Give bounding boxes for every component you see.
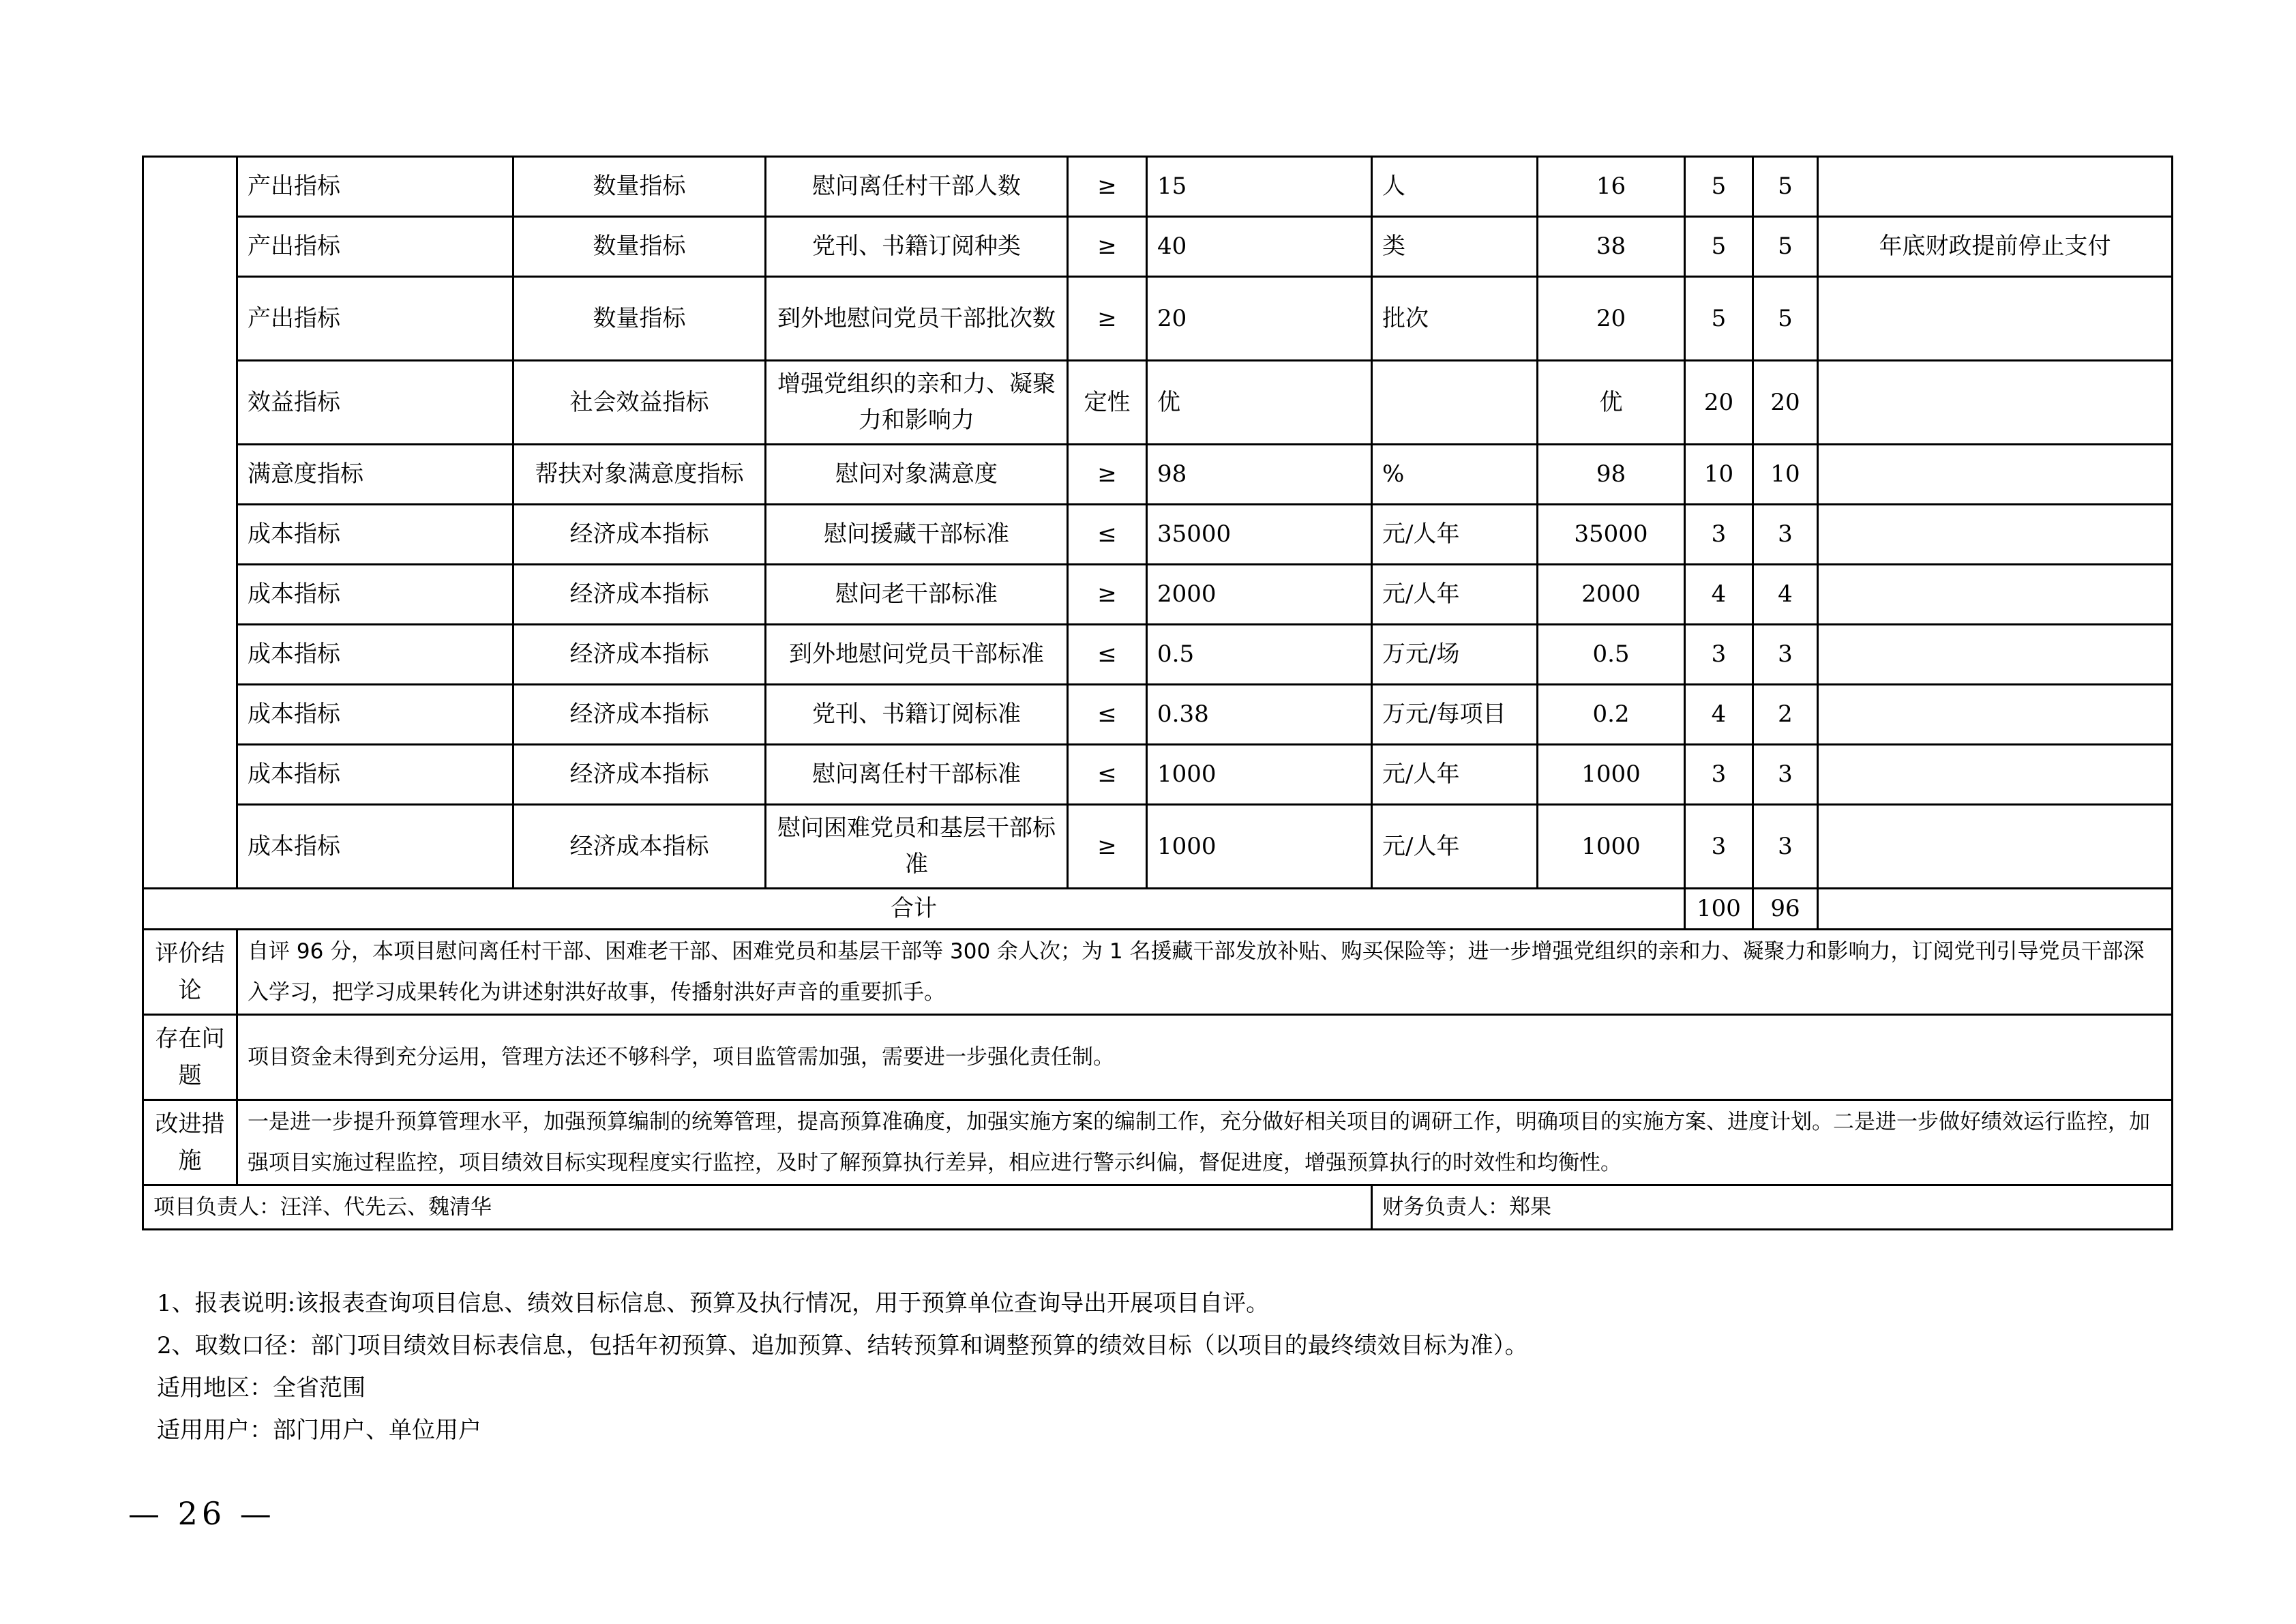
cell-operator: ≥ [1068,445,1147,505]
cell-level2: 数量指标 [513,277,766,361]
note-line: 适用地区：全省范围 [157,1374,366,1402]
cell-score: 3 [1753,745,1818,805]
cell-score: 4 [1753,565,1818,625]
total-row [143,889,2173,930]
cell-level1: 成本指标 [237,685,513,745]
cell-unit: 人 [1372,157,1538,217]
cell-remark [1818,685,2173,745]
cell-remark [1818,445,2173,505]
cell-level1: 成本指标 [237,805,513,889]
cell-remark [1818,805,2173,889]
cell-remark [1818,277,2173,361]
problems-row [143,1015,2173,1100]
cell-weight: 5 [1685,277,1753,361]
cell-actual: 38 [1538,217,1685,277]
cell-level1: 成本指标 [237,745,513,805]
cell-target: 20 [1147,277,1372,361]
cell-level1: 成本指标 [237,625,513,685]
cell-level2: 社会效益指标 [513,361,766,445]
cell-level2: 数量指标 [513,217,766,277]
total-weight: 100 [1685,889,1753,930]
cell-level3: 慰问援藏干部标准 [766,505,1068,565]
cell-target: 优 [1147,361,1372,445]
cell-level3: 党刊、书籍订阅种类 [766,217,1068,277]
cell-level3: 增强党组织的亲和力、凝聚力和影响力 [766,361,1068,445]
cell-weight: 4 [1685,565,1753,625]
note-line: 2、取数口径：部门项目绩效目标表信息，包括年初预算、追加预算、结转预算和调整预算的绩效目标（以项目的最终绩效目标为准）。 [157,1332,1528,1359]
report-notes [157,1282,1528,1451]
total-remark [1818,889,2173,930]
cell-score: 3 [1753,505,1818,565]
problems-label: 存在问题 [143,1015,237,1100]
cell-target: 1000 [1147,745,1372,805]
table-row [143,685,2173,745]
cell-remark [1818,745,2173,805]
cell-actual: 1000 [1538,745,1685,805]
performance-indicator-table [142,156,2173,1230]
cell-score: 5 [1753,157,1818,217]
cell-level2: 经济成本指标 [513,745,766,805]
cell-operator: ≥ [1068,277,1147,361]
note-line: 1、报表说明:该报表查询项目信息、绩效目标信息、预算及执行情况，用于预算单位查询导出开展项目自评。 [157,1290,1270,1317]
table-row [143,625,2173,685]
cell-actual: 优 [1538,361,1685,445]
cell-weight: 4 [1685,685,1753,745]
cell-remark [1818,625,2173,685]
table-body [143,157,2173,1230]
cell-remark: 年底财政提前停止支付 [1818,217,2173,277]
cell-score: 10 [1753,445,1818,505]
cell-actual: 2000 [1538,565,1685,625]
cell-unit: 元/人年 [1372,565,1538,625]
performance-table-sheet [142,156,2171,1230]
table-row [143,805,2173,889]
cell-target: 2000 [1147,565,1372,625]
cell-unit: 批次 [1372,277,1538,361]
table-row [143,217,2173,277]
cell-level3: 慰问老干部标准 [766,565,1068,625]
cell-unit [1372,361,1538,445]
cell-operator: ≥ [1068,565,1147,625]
cell-level1: 产出指标 [237,157,513,217]
cell-weight: 3 [1685,505,1753,565]
cell-score: 2 [1753,685,1818,745]
cell-operator: ≥ [1068,805,1147,889]
note-line: 适用用户：部门用户、单位用户 [157,1417,481,1444]
cell-target: 98 [1147,445,1372,505]
cell-level2: 经济成本指标 [513,685,766,745]
cell-level1: 产出指标 [237,217,513,277]
total-score: 96 [1753,889,1818,930]
cell-weight: 20 [1685,361,1753,445]
table-row [143,565,2173,625]
cell-level2: 数量指标 [513,157,766,217]
problems-text: 项目资金未得到充分运用，管理方法还不够科学，项目监管需加强，需要进一步强化责任制。 [237,1015,2173,1100]
cell-target: 35000 [1147,505,1372,565]
cell-unit: 元/人年 [1372,505,1538,565]
cell-unit: 万元/每项目 [1372,685,1538,745]
page-number: — 26 — [128,1495,275,1532]
cell-level1: 效益指标 [237,361,513,445]
cell-level3: 到外地慰问党员干部标准 [766,625,1068,685]
cell-unit: 元/人年 [1372,745,1538,805]
finance-lead: 财务负责人：郑果 [1372,1185,2173,1230]
cell-level3: 慰问对象满意度 [766,445,1068,505]
cell-level3: 慰问离任村干部人数 [766,157,1068,217]
cell-target: 1000 [1147,805,1372,889]
cell-level1: 产出指标 [237,277,513,361]
cell-unit: % [1372,445,1538,505]
cell-operator: ≤ [1068,685,1147,745]
cell-remark [1818,505,2173,565]
cell-operator: 定性 [1068,361,1147,445]
cell-score: 20 [1753,361,1818,445]
cell-actual: 98 [1538,445,1685,505]
cell-target: 0.5 [1147,625,1372,685]
cell-target: 40 [1147,217,1372,277]
cell-actual: 1000 [1538,805,1685,889]
cell-score: 5 [1753,277,1818,361]
cell-unit: 元/人年 [1372,805,1538,889]
cell-score: 3 [1753,625,1818,685]
cell-weight: 3 [1685,805,1753,889]
measures-row [143,1100,2173,1185]
project-lead: 项目负责人：汪洋、代先云、魏清华 [143,1185,1372,1230]
cell-target: 15 [1147,157,1372,217]
cell-operator: ≥ [1068,157,1147,217]
cell-remark [1818,361,2173,445]
cell-actual: 20 [1538,277,1685,361]
cell-weight: 5 [1685,157,1753,217]
table-row [143,745,2173,805]
cell-level1: 成本指标 [237,565,513,625]
cell-operator: ≤ [1068,745,1147,805]
cell-operator: ≥ [1068,217,1147,277]
measures-text: 一是进一步提升预算管理水平，加强预算编制的统筹管理，提高预算准确度，加强实施方案的编制工作，充分做好相关项目的调研工作，明确项目的实施方案、进度计划。二是进一步做好绩效运行监控，加强项目实施过程监控，项目绩效目标实现程度实行监控，及时了解预算执行差异，相应进行警示纠偏，督促进度，增强预算执行的时效性和均衡性。 [237,1100,2173,1185]
cell-weight: 5 [1685,217,1753,277]
left-blank-cell [143,157,237,889]
cell-level2: 经济成本指标 [513,625,766,685]
evaluation-row [143,930,2173,1015]
cell-level2: 帮扶对象满意度指标 [513,445,766,505]
cell-level1: 成本指标 [237,505,513,565]
cell-remark [1818,157,2173,217]
evaluation-text: 自评 96 分，本项目慰问离任村干部、困难老干部、困难党员和基层干部等 300 余人次；为 1 名援藏干部发放补贴、购买保险等；进一步增强党组织的亲和力、凝聚力和影响力，订阅党刊引导党员干部深入学习，把学习成果转化为讲述射洪好故事，传播射洪好声音的重要抓手。 [237,930,2173,1015]
cell-remark [1818,565,2173,625]
cell-weight: 3 [1685,625,1753,685]
cell-level3: 慰问困难党员和基层干部标准 [766,805,1068,889]
total-label: 合计 [143,889,1685,930]
cell-unit: 类 [1372,217,1538,277]
cell-weight: 10 [1685,445,1753,505]
cell-actual: 35000 [1538,505,1685,565]
table-row [143,277,2173,361]
cell-level3: 到外地慰问党员干部批次数 [766,277,1068,361]
cell-level1: 满意度指标 [237,445,513,505]
cell-level2: 经济成本指标 [513,505,766,565]
cell-target: 0.38 [1147,685,1372,745]
cell-actual: 16 [1538,157,1685,217]
table-row [143,505,2173,565]
cell-operator: ≤ [1068,625,1147,685]
measures-label: 改进措施 [143,1100,237,1185]
cell-actual: 0.5 [1538,625,1685,685]
cell-level2: 经济成本指标 [513,805,766,889]
evaluation-label: 评价结论 [143,930,237,1015]
signature-row [143,1185,2173,1230]
cell-operator: ≤ [1068,505,1147,565]
cell-level3: 党刊、书籍订阅标准 [766,685,1068,745]
table-row [143,361,2173,445]
cell-score: 3 [1753,805,1818,889]
cell-level3: 慰问离任村干部标准 [766,745,1068,805]
cell-actual: 0.2 [1538,685,1685,745]
table-row [143,445,2173,505]
cell-weight: 3 [1685,745,1753,805]
cell-score: 5 [1753,217,1818,277]
cell-level2: 经济成本指标 [513,565,766,625]
table-row [143,157,2173,217]
cell-unit: 万元/场 [1372,625,1538,685]
